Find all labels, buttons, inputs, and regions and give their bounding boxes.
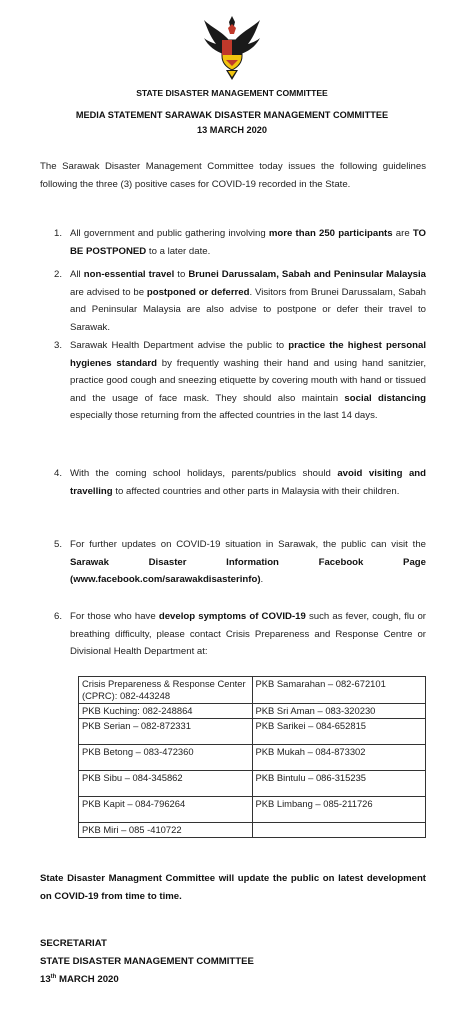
guideline-number: 1.: [54, 228, 63, 239]
contact-cell: PKB Limbang – 085-211726: [252, 797, 426, 823]
contact-cell: PKB Miri – 085 -410722: [79, 823, 253, 838]
guideline-text-part: For those who have: [70, 611, 159, 622]
guideline-number: 5.: [54, 539, 63, 550]
contacts-row: [79, 719, 426, 745]
contact-cell: PKB Betong – 083-472360: [79, 745, 253, 771]
guideline-emphasis: avoid visiting and travelling: [70, 468, 426, 497]
contact-cell: PKB Samarahan – 082-672101: [252, 677, 426, 704]
guideline-text: [70, 225, 426, 260]
signature-date-suffix: th: [50, 973, 57, 980]
guideline-text-part: With the coming school holidays, parents/publics should: [70, 468, 338, 479]
guideline-text-part: to affected countries and other parts in Malaysia with their children.: [112, 485, 400, 497]
guideline-emphasis: develop symptoms of COVID-19: [158, 611, 306, 622]
contacts-row: [79, 677, 426, 704]
intro-paragraph: The Sarawak Disaster Management Committee today issues the following guidelines following the three (3) positive cases for COVID-19 recorded in the State.: [40, 161, 426, 190]
guideline-text-part: are advised to be: [70, 286, 147, 298]
signature-date-day: 13: [40, 974, 51, 985]
statement-date: 13 MARCH 2020: [197, 125, 267, 135]
guideline-emphasis: Sarawak Disaster Information Facebook Page (www.facebook.com/sarawakdisasterinfo): [70, 556, 426, 585]
contacts-row: [79, 797, 426, 823]
contact-cell: PKB Kuching: 082-248864: [79, 704, 253, 719]
guideline-emphasis: more than 250 participants: [268, 228, 393, 239]
contact-cell: PKB Sibu – 084-345862: [79, 771, 253, 797]
guideline-text-part: All: [70, 269, 84, 280]
guideline-emphasis: non-essential travel: [83, 269, 175, 280]
contact-cell: PKB Serian – 082-872331: [79, 719, 253, 745]
contacts-row: [79, 704, 426, 719]
contact-cell: PKB Sarikei – 084-652815: [252, 719, 426, 745]
guideline-number: 4.: [54, 468, 63, 479]
guideline-text-part: such as fever, cough, flu or breathing difficulty, please contact Crisis Prepareness and Response Centre or Divisional Health Department at:: [70, 611, 426, 657]
signature-date-rest: MARCH 2020: [56, 974, 119, 985]
guideline-text: [70, 337, 426, 425]
guideline-text-part: All government and public gathering involving: [70, 228, 269, 239]
contacts-row: [79, 771, 426, 797]
contact-cell: PKB Mukah – 084-873302: [252, 745, 426, 771]
sarawak-crest-icon: [202, 14, 262, 80]
signature-committee: STATE DISASTER MANAGEMENT COMMITTEE: [40, 956, 254, 967]
guideline-text: [70, 536, 426, 589]
guideline-number: 2.: [54, 269, 63, 280]
guideline-number: 3.: [54, 340, 63, 351]
contacts-row: [79, 823, 426, 838]
guideline-text: [70, 465, 426, 500]
committee-heading: STATE DISASTER MANAGEMENT COMMITTEE: [136, 88, 328, 98]
guideline-text-part: especially those returning from the affected countries in the last 14 days.: [70, 410, 378, 421]
guideline-text-part: by frequently washing their hand and using hand sanitzier, practice good cough and sneezing etiquette by covering mouth with hand or tissued and the usage of face mask. They should also maintain: [70, 357, 426, 404]
guideline-text-part: are: [392, 228, 413, 239]
guideline-text-part: to a later date.: [146, 245, 211, 257]
guideline-emphasis: social distancing: [344, 392, 426, 404]
guideline-emphasis: TO BE POSTPONED: [70, 228, 427, 257]
signature-date: [40, 974, 119, 985]
guideline-text-part: . Visitors from Brunei Darussalam, Sabah and Peninsular Malaysia are also advise to postpone or defer their travel to Sarawak.: [70, 286, 427, 333]
contacts-table: [78, 676, 426, 838]
guideline-text-part: to: [174, 269, 189, 280]
guideline-text-part: .: [260, 574, 264, 585]
guideline-emphasis: Brunei Darussalam, Sabah and Peninsular Malaysia: [188, 269, 426, 280]
contact-cell: PKB Sri Aman – 083-320230: [252, 704, 426, 719]
contact-cell: Crisis Prepareness & Response Center (CPRC): 082-443248: [79, 677, 253, 704]
guideline-number: 6.: [54, 611, 63, 622]
contact-cell: PKB Bintulu – 086-315235: [252, 771, 426, 797]
contacts-row: [79, 745, 426, 771]
media-statement-title: MEDIA STATEMENT SARAWAK DISASTER MANAGEMENT COMMITTEE: [75, 110, 389, 120]
signature-secretariat: SECRETARIAT: [40, 938, 107, 949]
guideline-text: [70, 608, 426, 661]
contact-cell: PKB Kapit – 084-796264: [79, 797, 253, 823]
guideline-text-part: For further updates on COVID-19 situation in Sarawak, the public can visit the: [70, 539, 426, 550]
guideline-emphasis: practice the highest personal hygienes standard: [70, 340, 426, 369]
guideline-emphasis: postponed or deferred: [146, 286, 250, 298]
closing-paragraph: State Disaster Managment Committee will update the public on latest development on COVID-19 from time to time.: [40, 873, 426, 902]
contact-cell: [252, 823, 426, 838]
guideline-text: [70, 266, 426, 336]
guideline-text-part: Sarawak Health Department advise the public to: [70, 340, 289, 351]
